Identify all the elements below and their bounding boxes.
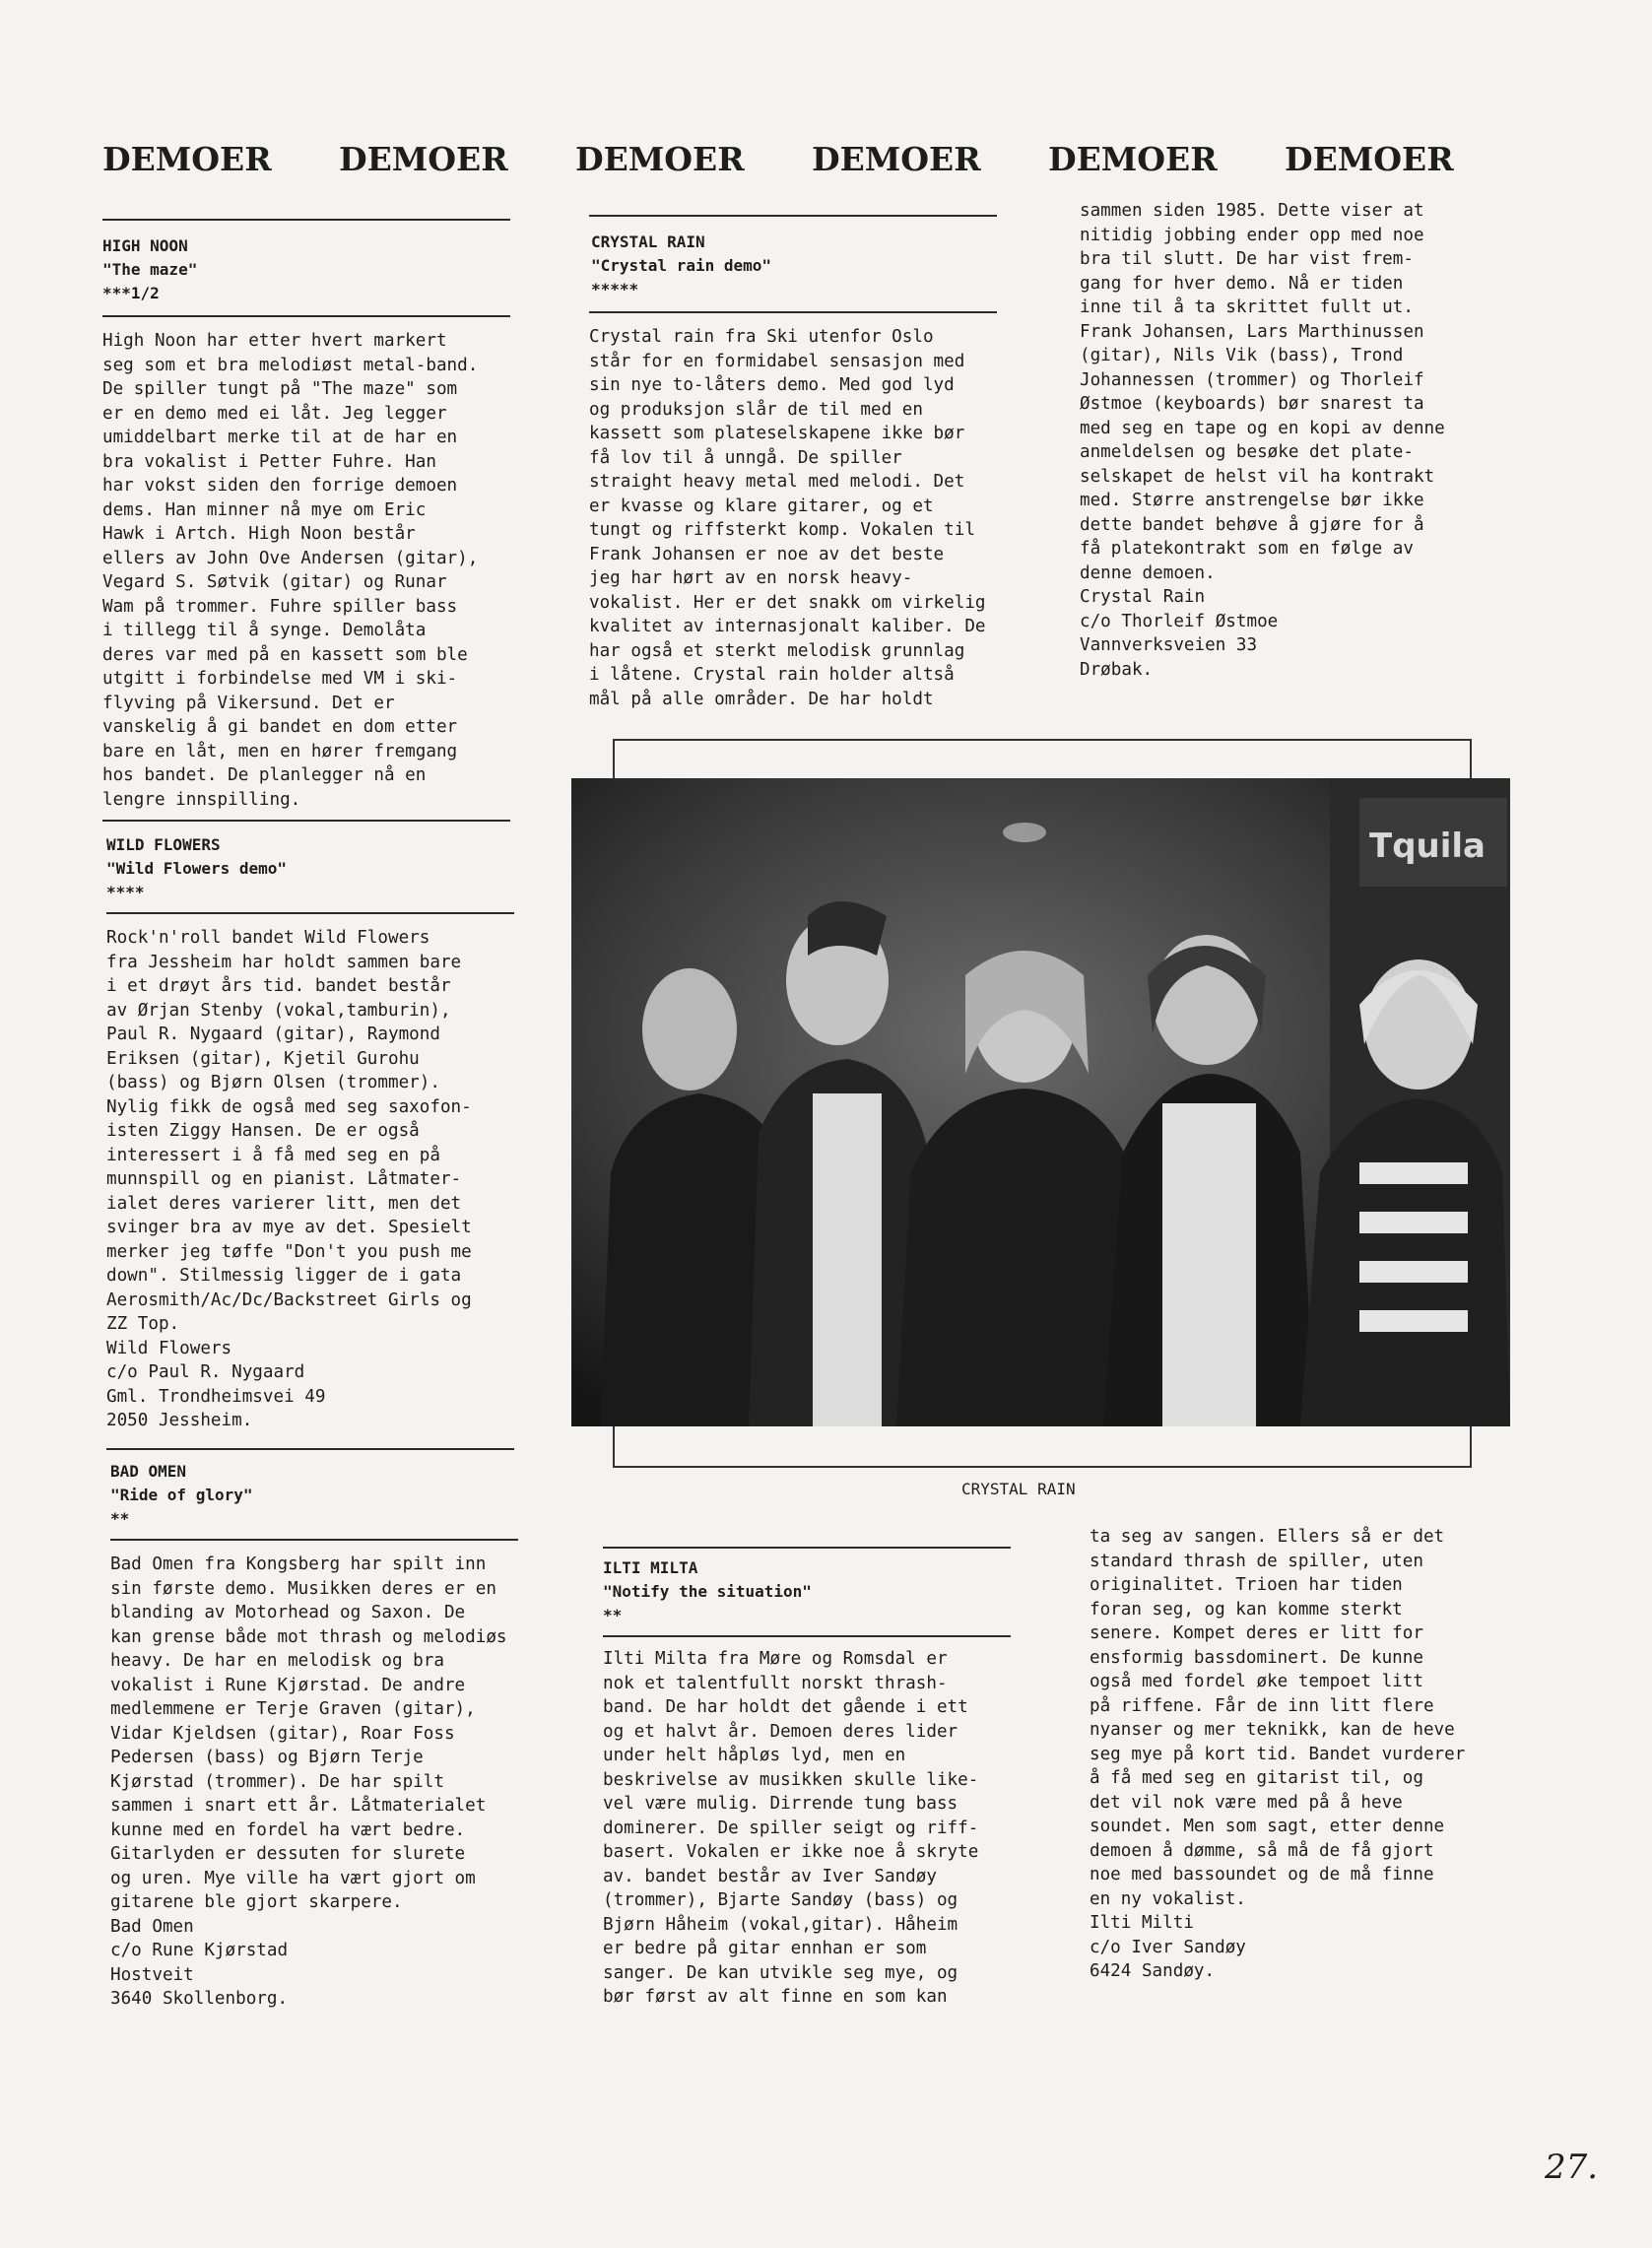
review-body-crystal-rain-part2: sammen siden 1985. Dette viser at nitidig jobbing ender opp med noe bra til slutt. De har vist frem- gang for hver demo. Nå er tiden inne til å ta skrittet fullt ut. Frank Johansen, Lars Marthinussen (gitar), Nils Vik (bass), Trond Johannessen (trommer) og Thorleif Østmoe (keyboards) bør snarest ta med seg en tape og en kopi av denne anmeldelsen og besøke det plate- selskapet de helst vil ha kontrakt med. Større anstrengelse bør ikke dette bandet behøve å gjøre for å få platekontrakt som en følge av denne demoen. Crystal Rain c/o Thorleif Østmoe Vannverksveien 33 Drøbak. [1080,201,1445,680]
header-word: DEMOER [812,140,981,178]
review-heading-ilti-milta [603,1556,812,1627]
review-body-high-noon: High Noon har etter hvert markert seg som et bra melodiøst metal-band. De spiller tungt på "The maze" som er en demo med ei låt. Jeg legger umiddelbart merke til at de har en bra vokalist i Petter Fuhre. Han har vokst siden den forrige demoen dems. Han minner nå mye om Eric Hawk i Artch. High Noon består ellers av John Ove Andersen (gitar), Vegard S. Søtvik (gitar) og Runar Wam på trommer. Fuhre spiller bass i tillegg til å synge. Demolåta deres var med på en kassett som ble utgitt i forbindelse med VM i ski- flyving på Vikersund. Det er vanskelig å gi bandet en dom etter bare en låt, men en hører fremgang hos bandet. De planlegger nå en lengre innspilling. [102,331,479,810]
header-word: DEMOER [1285,140,1454,178]
band-photo-illustration [571,778,1510,1426]
header-word: DEMOER [1048,140,1218,178]
band-name: BAD OMEN [110,1462,187,1481]
band-name: HIGH NOON [102,236,188,255]
divider [603,1635,1011,1637]
band-name: CRYSTAL RAIN [591,232,705,251]
rating: ***** [591,280,639,298]
rating: **** [106,883,145,901]
review-heading-wild-flowers [106,833,287,904]
divider [106,912,514,914]
review-heading-bad-omen [110,1460,253,1531]
review-body-crystal-rain-part1: Crystal rain fra Ski utenfor Oslo står for en formidabel sensasjon med sin nye to-låters demo. Med god lyd og produksjon slår de til med en kassett som plateselskapene ikke bør få lov til å unngå. De spiller straight heavy metal med melodi. Det er kvasse og klare gitarer, og et tungt og riffsterkt komp. Vokalen til Frank Johansen er noe av det beste jeg har hørt av en norsk heavy- vokalist. Her er det snakk om virkelig kvalitet av internasjonalt kaliber. De har også et sterkt melodisk grunnlag i låtene. Crystal rain holder altså mål på alle områder. De har holdt [589,327,986,709]
demo-title: "The maze" [102,260,198,279]
demo-title: "Notify the situation" [603,1582,812,1601]
divider [106,1448,514,1450]
header-word: DEMOER [575,140,745,178]
demo-title: "Crystal rain demo" [591,256,772,275]
demo-title: "Wild Flowers demo" [106,859,288,878]
review-heading-high-noon [102,234,197,305]
band-name: ILTI MILTA [603,1558,698,1577]
band-name: WILD FLOWERS [106,835,221,854]
photo-caption: CRYSTAL RAIN [961,1480,1076,1498]
divider [603,1547,1011,1549]
demo-title: "Ride of glory" [110,1486,253,1504]
review-body-bad-omen: Bad Omen fra Kongsberg har spilt inn sin første demo. Musikken deres er en blanding av Motorhead og Saxon. De kan grense både mot thrash og melodiøs heavy. De har en melodisk og bra vokalist i Rune Kjørstad. De andre medlemmene er Terje Graven (gitar), Vidar Kjeldsen (gitar), Roar Foss Pedersen (bass) og Bjørn Terje Kjørstad (trommer). De har spilt sammen i snart ett år. Låtmaterialet kunne med en fordel ha vært bedre. Gitarlyden er dessuten for slurete og uren. Mye ville ha vært gjort om gitarene ble gjort skarpere. Bad Omen c/o Rune Kjørstad Hostveit 3640 Skollenborg. [110,1554,507,2009]
band-photo [571,778,1510,1426]
review-body-ilti-milta-part1: Ilti Milta fra Møre og Romsdal er nok et talentfullt norskt thrash- band. De har holdt det gående i ett og et halvt år. Demoen deres lider under helt håpløs lyd, men en beskrivelse av musikken skulle like- vel være mulig. Dirrende tung bass dominerer. De spiller seigt og riff- basert. Vokalen er ikke noe å skryte av. bandet består av Iver Sandøy (trommer), Bjarte Sandøy (bass) og Bjørn Håheim (vokal,gitar). Håheim er bedre på gitar ennhan er som sanger. De kan utvikle seg mye, og bør først av alt finne en som kan [603,1649,979,2007]
header-word: DEMOER [339,140,508,178]
rating: ***1/2 [102,284,160,302]
wall-sign-text: Tquila [1369,826,1486,866]
rating: ** [603,1606,623,1624]
review-body-ilti-milta-part2: ta seg av sangen. Ellers så er det standard thrash de spiller, uten originalitet. Trioen har tiden foran seg, og kan komme sterkt senere. Kompet deres er litt for ensformig bassdominert. De kunne også med fordel øke tempoet litt på riffene. Får de inn litt flere nyanser og mer teknikk, kan de heve seg mye på kort tid. Bandet vurderer å få med seg en gitarist til, og det vil nok være med på å heve soundet. Men som sagt, etter denne demoen å dømme, så må de få gjort noe med bassoundet og de må finne en ny vokalist. Ilti Milti c/o Iver Sandøy 6424 Sandøy. [1090,1527,1466,1981]
divider [110,1539,518,1541]
page-number: 27. [1545,2148,1599,2187]
review-body-wild-flowers: Rock'n'roll bandet Wild Flowers fra Jessheim har holdt sammen bare i et drøyt års tid. bandet består av Ørjan Stenby (vokal,tamburin), Paul R. Nygaard (gitar), Raymond Eriksen (gitar), Kjetil Gurohu (bass) og Bjørn Olsen (trommer). Nylig fikk de også med seg saxofon- isten Ziggy Hansen. De er også interessert i å få med seg en på munnspill og en pianist. Låtmater- ialet deres varierer litt, men det svinger bra av mye av det. Spesielt merker jeg tøffe "Don't you push me down". Stilmessig ligger de i gata Aerosmith/Ac/Dc/Backstreet Girls og ZZ Top. Wild Flowers c/o Paul R. Nygaard Gml. Trondheimsvei 49 2050 Jessheim. [106,928,472,1430]
header-word: DEMOER [102,140,272,178]
rating: ** [110,1509,130,1528]
divider [102,219,510,221]
divider [589,311,997,313]
divider [589,215,997,217]
divider [102,820,510,822]
divider [102,315,510,317]
review-heading-crystal-rain [591,231,771,301]
